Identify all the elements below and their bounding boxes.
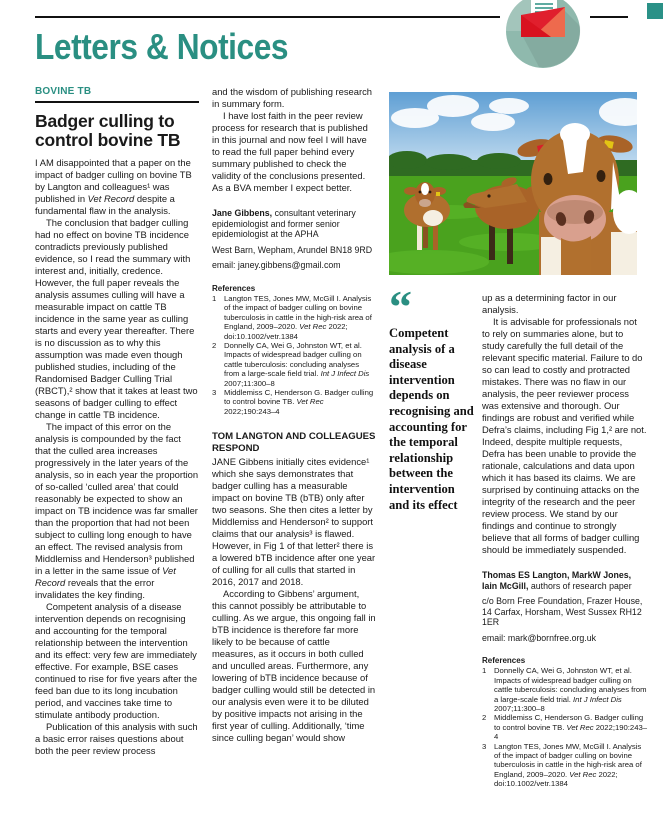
reference-text: Donnelly CA, Wei G, Johnston WT, et al. Impacts of widespread badger culling on cattle tuberculosis: concluding analyses from a large-scale field trial. Int J Infect Dis 2007;11:300–8 [224,340,370,388]
response-heading: TOM LANGTON AND COLLEAGUES RESPOND [212,431,376,455]
pull-quote [389,281,475,789]
paragraph: Publication of this analysis with such a basic error raises questions about both the peer review process [35,721,198,756]
author-email[interactable]: email: janey.gibbens@gmail.com [212,260,341,270]
signature-line [482,570,647,591]
reference-number: 1 [212,293,217,303]
paragraph: and the wisdom of publishing research in summary form. [212,86,372,109]
paragraph: up as a determining factor in our analysis. [482,292,617,315]
paragraph: It is advisable for professionals not to rely on summaries alone, but to study carefully the full detail of the relevant specific material. Failure to do so can lead to costly and protracted mistakes. There was no flaw in our analysis, the peer reviewer process was extensive and thorough. Our findings are robust and verified while Defra’s claims, including Fig 1,² are not. Indeed, despite multiple requests, Defra has been unable to provide the rationale, calculations and data upon which it has based its claims. We are surprised by continuing attacks on the integrity of the research and the peer review process. We stand by our findings and continue to strongly believe that all forms of badger culling should be immediately suspended. [482,316,647,555]
pull-quote-text: Competent analysis of a disease intervention depends on recognising and accounting for the temporal relationship between the intervention and its effect [389,326,474,512]
references-block-1 [212,284,376,417]
author-email[interactable]: email: mark@bornfree.org.uk [482,632,597,643]
paragraph: I AM disappointed that a paper on the impact of badger culling on bovine TB by Langton and colleagues¹ was published in Vet Record despite a fundamental flaw in the analysis. [35,157,192,216]
quote-mark-icon: “ [389,281,410,332]
reference-item [212,294,376,341]
reference-number: 3 [482,741,487,751]
letter-headline: Badger culling to control bovine TB [35,111,181,150]
reference-text: Langton TES, Jones MW, McGill I. Analysis of the impact of badger culling on bovine tuberculosis in cattle in the high-risk area of England, 2009–2020. Vet Rec 2022; doi:10.1002/vetr.1384 [224,293,372,341]
reference-text: Middlemiss C, Henderson G. Badger culling to control bovine TB. Vet Rec 2022;190:243–4 [494,713,648,742]
header-rule-right [590,16,628,18]
author-address: West Barn, Wepham, Arundel BN18 9RD [212,244,373,255]
references-list-2 [482,666,647,788]
reference-number: 2 [212,340,217,350]
references-block-2 [482,656,647,789]
author-address: c/o Born Free Foundation, Frazer House, 14 Carfax, Horsham, West Sussex RH12 1ER [482,596,643,627]
signature-line [212,208,376,240]
reference-number: 1 [482,666,487,676]
section-kicker: BOVINE TB [35,86,199,103]
paragraph: I have lost faith in the peer review process for research that is published in this journal and now feel I will have to read the full paper behind every summary published to check the validity of the conclusions presented. As a BVA member I expect better. [212,110,368,193]
paragraph: According to Gibbens’ argument, this cannot possibly be attributable to culling. As we argue, this ongoing fall in bTB incidence is therefore far more likely to be because of cattle measures, as it occurs in both culled and unculled areas. Furthermore, any lowering of bTB incidence because of badger culling would still be detected in our analysis even were it to be diluted by positive impacts not arising in the first year of culling. Additionally, ‘time since culling began’ would show [212,588,376,744]
response-body-col3 [482,292,647,556]
reference-text: Middlemiss C, Henderson G. Badger culling to control bovine TB. Vet Rec 2022;190:243–4 [224,387,374,416]
page-corner-marker [647,3,663,19]
column-2 [212,86,376,839]
column-1 [35,86,199,839]
response-columns [389,281,648,789]
paragraph: The conclusion that badger culling had no effect on bovine TB incidence contradicts previously published evidence, so I read the summary with interest and, initially, credence. However, the full paper reveals the analysis assumes culling will have a measurable impact on cattle TB incidence in the same year as culling starts and every year thereafter. There is no discussion as to why this assumption was made even though published studies, including of the Randomised Badger Culling Trial (RBCT),² show that it takes at least two seasons of badger culling to effect change in cattle TB incidence. [35,217,198,420]
page-title: Letters & Notices [35,26,289,67]
paragraph: The impact of this error on the analysis is compounded by the fact that the culled area increases progressively in the later years of the analysis, so in each year the proportion of so-called ‘culled area’ that could reasonably be expected to show an impact on TB incidence was far smaller than the proportion that had not been subject to culling long enough to have an effect. The revised analysis from Middlemiss and Henderson³ published in a letter in the same issue of Vet Record reveals that the error invalidates the key finding. [35,421,199,600]
references-heading: References [212,283,256,293]
author-role: authors of research paper [530,580,632,591]
reference-item [482,666,647,713]
paragraph: JANE Gibbens initially cites evidence¹ which she says demonstrates that badger culling has a measurable impact on bovine TB (bTB) only after two seasons. She then cites a letter by Middlemiss and Henderson² to support claims that our analysis³ is flawed. However, in Fig 1 of that letter² there is a lowered bTB incidence after one year of culling for all culls that started in 2016, 2017 and 2018. [212,456,376,588]
reference-number: 2 [482,713,487,723]
author-names: Thomas ES Langton, MarkW Jones, Iain McGill, [482,570,632,591]
references-heading: References [482,656,526,665]
author-role: consultant veterinary epidemiologist and former senior epidemiologist at the APHA [212,208,356,239]
reference-item [212,341,376,388]
response-body-col3-wrap [482,292,647,789]
letter-body-col1 [35,157,199,757]
column-3 [389,86,647,839]
reference-item [482,713,647,741]
reference-text: Donnelly CA, Wei G, Johnston WT, et al. Impacts of widespread badger culling on cattle tuberculosis: concluding analyses from a large-scale field trial. Int J Infect Dis 2007;11:300–8 [494,666,647,714]
envelope-letter-icon [505,0,581,69]
author-name: Jane Gibbens, [212,208,275,218]
response-signature [482,570,647,643]
paragraph: Competent analysis of a disease intervention depends on recognising and accounting for the temporal relationship between the intervention and its effect: very few are immediately effective. For example, BSE cases continued to rise for five years after the feed ban due to its long incubation period, and vaccines take time to stimulate antibody production. [35,601,198,720]
reference-item [482,742,647,789]
article-columns [35,86,647,839]
reference-number: 3 [212,387,217,397]
reference-text: Langton TES, Jones MW, McGill I. Analysis of the impact of badger culling on bovine tuberculosis in cattle in the high-risk area of England, 2009–2020. Vet Rec 2022; doi:10.1002/vetr.1384 [494,741,642,789]
letter-body-col2 [212,86,376,194]
cows-photo [389,92,637,275]
response-body-col2 [212,456,376,744]
letter-signature [212,208,376,271]
header-rule-left [35,16,500,18]
references-list-1 [212,294,376,416]
reference-item [212,388,376,416]
